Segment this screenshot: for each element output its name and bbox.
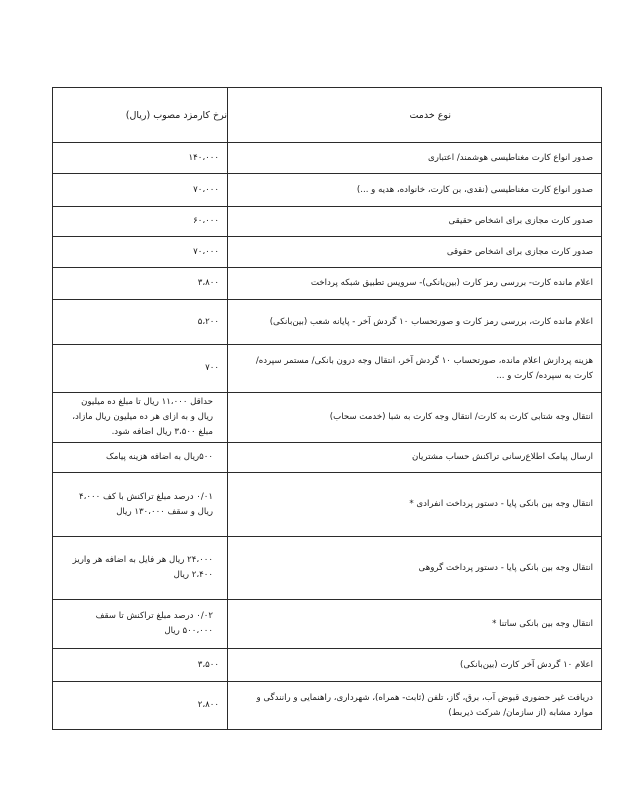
- table-row: [53, 268, 602, 300]
- table-row: [53, 143, 602, 174]
- table-row: [53, 345, 602, 393]
- service-cell: دریافت غیر حضوری قبوض آب، برق، گاز، تلفن (ثابت- همراه)، شهرداری، راهنمایی و رانندگی و موارد مشابه (از سازمان/ شرکت ذیربط): [228, 682, 602, 730]
- fee-table: [52, 87, 602, 730]
- table-row: [53, 174, 602, 207]
- fee-cell: ۳،۵۰۰: [53, 649, 228, 682]
- service-cell: انتقال وجه بین بانکی ساتنا *: [228, 600, 602, 649]
- service-cell: انتقال وجه بین بانکی پایا - دستور پرداخت گروهی: [228, 537, 602, 600]
- fee-cell: ۷۰،۰۰۰: [53, 174, 228, 207]
- service-cell: صدور کارت مجازی برای اشخاص حقوقی: [228, 237, 602, 268]
- service-cell: صدور انواع کارت مغناطیسی (نقدی، بن کارت، خانواده، هدیه و ...): [228, 174, 602, 207]
- table-header-row: [53, 88, 602, 143]
- table-row: [53, 237, 602, 268]
- service-cell: انتقال وجه بین بانکی پایا - دستور پرداخت انفرادی *: [228, 473, 602, 537]
- table-row: [53, 473, 602, 537]
- fee-cell: ۰/۰۱ درصد مبلغ تراکنش با کف ۴،۰۰۰ ریال و سقف ۱۳۰،۰۰۰ ریال: [53, 473, 228, 537]
- table-row: [53, 537, 602, 600]
- fee-cell: ۵،۲۰۰: [53, 300, 228, 345]
- table-row: [53, 393, 602, 443]
- table-row: [53, 300, 602, 345]
- service-cell: ارسال پیامک اطلاع‌رسانی تراکنش حساب مشتریان: [228, 443, 602, 473]
- fee-cell: ۶۰،۰۰۰: [53, 207, 228, 237]
- fee-rate-header: نرخ کارمزد مصوب (ریال): [53, 88, 228, 143]
- table-row: [53, 443, 602, 473]
- table-row: [53, 649, 602, 682]
- fee-cell: ۳،۸۰۰: [53, 268, 228, 300]
- table-row: [53, 682, 602, 730]
- fee-cell: ۲،۸۰۰: [53, 682, 228, 730]
- service-cell: صدور انواع کارت مغناطیسی هوشمند/ اعتباری: [228, 143, 602, 174]
- service-cell: اعلام ۱۰ گردش آخر کارت (بین‌بانکی): [228, 649, 602, 682]
- fee-cell: ۵۰۰ریال به اضافه هزینه پیامک: [53, 443, 228, 473]
- service-type-header: نوع خدمت: [228, 88, 602, 143]
- fee-cell: ۷۰،۰۰۰: [53, 237, 228, 268]
- service-cell: اعلام مانده کارت- بررسی رمز کارت (بین‌بانکی)- سرویس تطبیق شبکه پرداخت: [228, 268, 602, 300]
- fee-cell: ۷۰۰: [53, 345, 228, 393]
- fee-cell: ۱۴۰،۰۰۰: [53, 143, 228, 174]
- fee-cell: ۰/۰۲ درصد مبلغ تراکنش تا سقف ۵۰۰،۰۰۰ ریال: [53, 600, 228, 649]
- service-cell: انتقال وجه شتابی کارت به کارت/ انتقال وجه کارت به شبا (خدمت سحاب): [228, 393, 602, 443]
- fee-cell: ۲۴،۰۰۰ ریال هر فایل به اضافه هر واریز ۲،۴۰۰ ریال: [53, 537, 228, 600]
- fee-cell: حداقل ۱۱،۰۰۰ ریال تا مبلغ ده میلیون ریال و به ازای هر ده میلیون ریال مازاد، مبلغ ۳،۵۰۰ ریال اضافه شود.: [53, 393, 228, 443]
- service-cell: صدور کارت مجازی برای اشخاص حقیقی: [228, 207, 602, 237]
- service-cell: هزینه پردازش اعلام مانده، صورتحساب ۱۰ گردش آخر، انتقال وجه درون بانکی/ مستمر سپرده/ کارت به سپرده/ کارت و ...: [228, 345, 602, 393]
- table-row: [53, 207, 602, 237]
- service-cell: اعلام مانده کارت، بررسی رمز کارت و صورتحساب ۱۰ گردش آخر - پایانه شعب (بین‌بانکی): [228, 300, 602, 345]
- table-row: [53, 600, 602, 649]
